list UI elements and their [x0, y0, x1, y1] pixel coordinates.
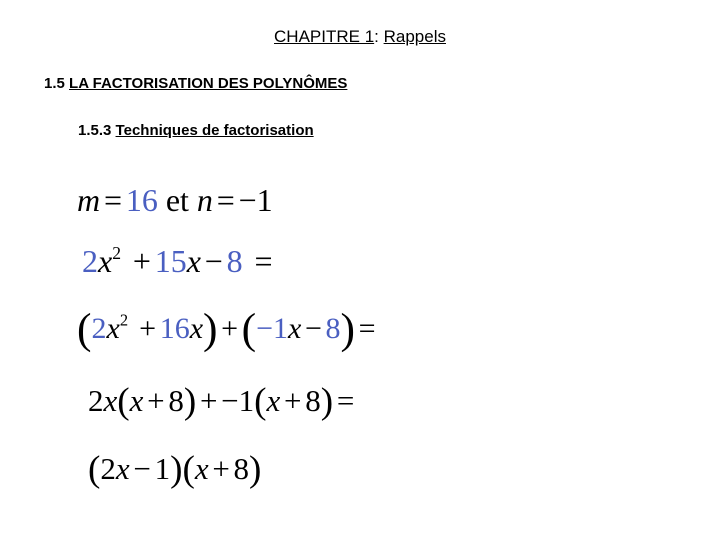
left-paren: (: [254, 381, 267, 422]
equals-sign: =: [336, 382, 355, 418]
coef-m: 16: [159, 311, 190, 345]
section-number: 1.5: [44, 75, 65, 92]
minus-sign: −: [304, 311, 322, 345]
var-n: n: [196, 182, 213, 218]
var-x: x: [189, 311, 204, 345]
var-x: x: [98, 243, 113, 280]
plus-sign: +: [199, 382, 218, 418]
plus-sign: +: [284, 382, 302, 418]
plus-sign: +: [132, 243, 151, 280]
constant: 1: [154, 450, 171, 486]
subsection-name: Techniques de factorisation: [115, 122, 314, 139]
n-value: −1: [238, 182, 273, 218]
chapter-title: [0, 27, 720, 47]
subsection-title: [78, 122, 314, 139]
coef-b: 15: [154, 243, 187, 280]
plus-sign: +: [221, 311, 239, 345]
minus-sign: −: [133, 450, 151, 486]
var-x: x: [129, 382, 144, 418]
var-x: x: [106, 311, 120, 345]
equals-sign: =: [358, 311, 376, 345]
left-paren: (: [88, 449, 101, 490]
plus-sign: +: [147, 382, 165, 418]
right-paren: ): [320, 381, 334, 422]
factor-coef: 2: [88, 382, 104, 418]
subsection-number: 1.5.3: [78, 122, 112, 139]
var-x: x: [266, 382, 281, 418]
right-paren: ): [183, 381, 197, 422]
factor-coef: −1: [221, 382, 255, 418]
equals-sign: =: [254, 243, 273, 280]
var-x: x: [194, 450, 209, 486]
equation-polynomial: [82, 243, 276, 280]
exponent: 2: [112, 243, 121, 263]
var-m: m: [77, 182, 101, 218]
constant: 8: [233, 450, 250, 486]
exponent: 2: [119, 310, 129, 330]
section-title: [44, 75, 347, 92]
right-paren: ): [203, 305, 218, 353]
chapter-label: CHAPITRE 1: [274, 27, 375, 46]
right-paren: ): [340, 305, 355, 353]
equation-parameters: [77, 184, 273, 216]
coef-c: 8: [226, 243, 243, 280]
left-paren: (: [77, 305, 92, 353]
equation-grouping: [77, 305, 379, 353]
coef-a: 2: [91, 311, 107, 345]
coef: 2: [100, 450, 116, 486]
var-x: x: [288, 311, 302, 345]
coef-c: 8: [325, 311, 341, 345]
equation-common-factor: [88, 383, 358, 420]
constant: 8: [305, 382, 321, 418]
plus-sign: +: [212, 450, 230, 486]
constant: 8: [168, 382, 184, 418]
minus-sign: −: [204, 243, 223, 280]
section-name: LA FACTORISATION DES POLYNÔMES: [69, 75, 348, 92]
coef-a: 2: [82, 243, 98, 280]
plus-sign: +: [139, 311, 157, 345]
right-paren: ): [249, 449, 262, 490]
equals-sign: =: [216, 182, 235, 218]
right-paren: ): [170, 449, 183, 490]
chapter-separator: :: [374, 27, 384, 46]
coef-n: −1: [256, 311, 289, 345]
equation-factored: [88, 451, 261, 488]
var-x: x: [115, 450, 130, 486]
var-x: x: [186, 243, 201, 280]
m-value: 16: [125, 182, 158, 218]
left-paren: (: [117, 381, 130, 422]
equals-sign: =: [103, 182, 122, 218]
et-word: et: [165, 182, 189, 218]
chapter-name: Rappels: [383, 27, 446, 46]
left-paren: (: [241, 305, 257, 353]
left-paren: (: [182, 449, 195, 490]
var-x: x: [103, 382, 118, 418]
